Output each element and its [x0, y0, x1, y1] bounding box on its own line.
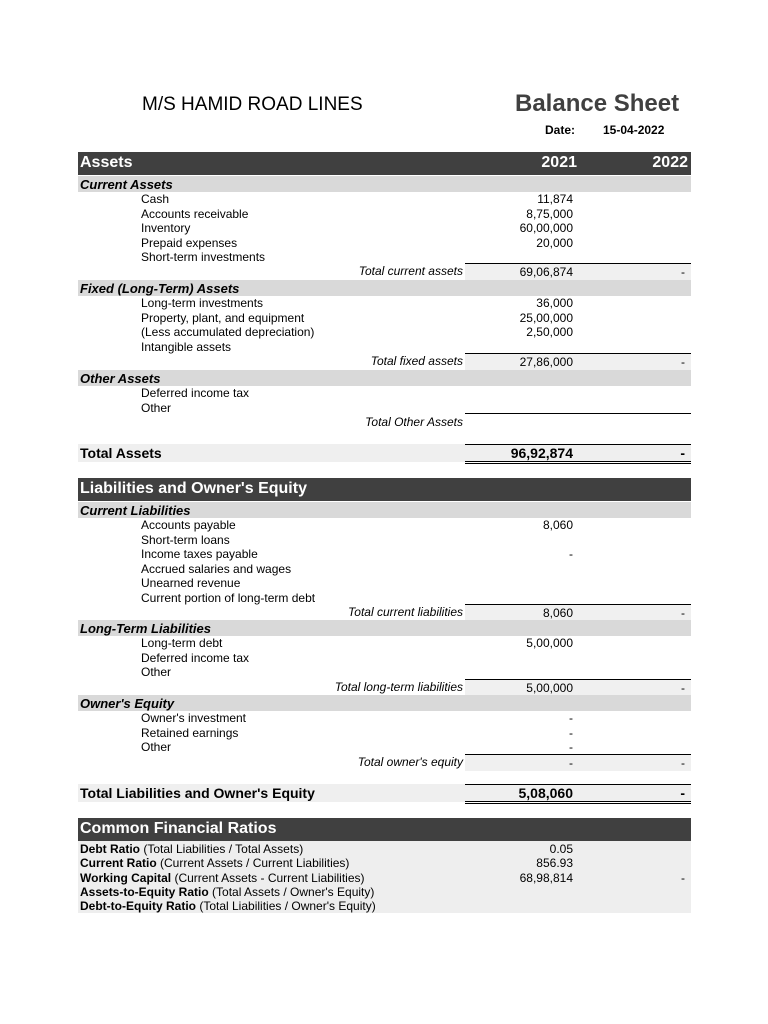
line-item: Other — [141, 740, 172, 755]
ratio-value-2022: - — [681, 871, 685, 885]
current-assets-section — [78, 176, 691, 192]
line-item: Inventory — [141, 221, 191, 236]
ratios-table — [78, 841, 691, 913]
ratio-desc: (Total Liabilities / Owner's Equity) — [196, 899, 376, 913]
total-other-assets-label: Total Other Assets — [365, 415, 463, 429]
total-owners-equity-label: Total owner's equity — [357, 755, 463, 769]
line-item: Retained earnings — [141, 725, 239, 740]
line-item: Intangible assets — [141, 339, 232, 354]
total-owners-equity-row — [465, 754, 691, 771]
total-current-assets-2022: - — [681, 265, 685, 279]
current-liabilities-values — [465, 518, 573, 562]
date-label: Date: — [545, 123, 576, 137]
value-cell: 11,874 — [537, 192, 573, 206]
total-fixed-assets-2022: - — [681, 355, 685, 369]
total-owners-equity-2021: - — [569, 756, 573, 770]
value-cell: 60,00,000 — [519, 221, 573, 236]
liabilities-heading: Liabilities and Owner's Equity — [80, 480, 307, 497]
total-current-liabilities-2021: 8,060 — [542, 606, 573, 620]
total-liabilities-equity-2021: 5,08,060 — [518, 785, 573, 801]
sheet-title: Balance Sheet — [515, 90, 680, 117]
total-assets-2022: - — [680, 445, 685, 461]
total-liabilities-equity-box — [465, 784, 691, 804]
total-current-assets-label: Total current assets — [358, 264, 463, 278]
ratio-value-2021: 856.93 — [536, 856, 573, 870]
ratio-name: Debt Ratio — [80, 842, 140, 856]
ratio-row — [80, 856, 349, 870]
ratios-heading: Common Financial Ratios — [80, 820, 277, 837]
total-fixed-assets-row — [465, 353, 691, 370]
total-other-assets-row — [465, 413, 691, 430]
ratio-name: Assets-to-Equity Ratio — [80, 885, 209, 899]
long-term-liabilities-items — [141, 636, 249, 680]
total-current-liabilities-2022: - — [681, 606, 685, 620]
ratio-desc: (Total Assets / Owner's Equity) — [208, 885, 375, 899]
value-cell: - — [569, 740, 573, 755]
section-label: Long-Term Liabilities — [80, 621, 211, 636]
value-cell: 5,00,000 — [526, 636, 573, 650]
value-cell: - — [569, 547, 573, 562]
section-label: Owner's Equity — [80, 696, 175, 711]
total-long-term-liabilities-2021: 5,00,000 — [526, 681, 573, 695]
line-item: Accounts receivable — [141, 206, 249, 221]
total-liabilities-equity-row — [78, 784, 691, 802]
other-assets-section — [78, 370, 691, 386]
section-label: Fixed (Long-Term) Assets — [80, 281, 240, 296]
line-item: Long-term investments — [141, 296, 264, 310]
value-cell: 2,50,000 — [526, 325, 573, 340]
long-term-liabilities-section — [78, 620, 691, 636]
owners-equity-values — [465, 711, 573, 755]
line-item: Cash — [141, 192, 170, 206]
ratio-row — [80, 842, 303, 856]
fixed-assets-section — [78, 280, 691, 296]
total-liabilities-equity-label: Total Liabilities and Owner's Equity — [80, 785, 315, 801]
total-assets-box — [465, 444, 691, 464]
section-label: Current Assets — [80, 177, 173, 192]
line-item: Current portion of long-term debt — [141, 590, 316, 605]
total-fixed-assets-label: Total fixed assets — [370, 354, 463, 368]
total-assets-2021: 96,92,874 — [510, 445, 573, 461]
liabilities-header — [78, 478, 691, 501]
ratio-desc: (Current Assets / Current Liabilities) — [156, 856, 350, 870]
total-assets-row — [78, 444, 691, 462]
ratio-row — [80, 871, 365, 885]
line-item: Other — [141, 400, 172, 415]
total-current-assets-2021: 69,06,874 — [519, 265, 573, 279]
value-cell: 20,000 — [536, 235, 573, 250]
total-liabilities-equity-2022: - — [680, 785, 685, 801]
fixed-assets-values — [465, 296, 573, 340]
ratio-value-2021: 0.05 — [549, 842, 573, 856]
current-assets-items — [141, 192, 265, 265]
value-cell: 8,75,000 — [526, 206, 573, 221]
other-assets-items — [141, 386, 249, 415]
total-long-term-liabilities-2022: - — [681, 681, 685, 695]
ratio-desc: (Total Liabilities / Total Assets) — [140, 842, 304, 856]
line-item: Short-term investments — [141, 250, 266, 265]
company-name: M/S HAMID ROAD LINES — [142, 94, 363, 115]
ratio-name: Working Capital — [80, 871, 172, 885]
total-current-assets-row — [465, 263, 691, 280]
long-term-liabilities-values — [465, 636, 573, 651]
ratio-desc: (Current Assets - Current Liabilities) — [171, 871, 365, 885]
value-cell: - — [569, 711, 573, 725]
line-item: Long-term debt — [141, 636, 223, 650]
total-current-liabilities-row — [465, 604, 691, 621]
ratio-row — [80, 885, 374, 899]
line-item: Unearned revenue — [141, 576, 241, 591]
section-label: Other Assets — [80, 371, 161, 386]
line-item: Accrued salaries and wages — [141, 561, 292, 576]
value-cell: 8,060 — [542, 518, 573, 532]
current-assets-values — [465, 192, 573, 250]
owners-equity-items — [141, 711, 246, 755]
line-item: Accounts payable — [141, 518, 236, 532]
ratio-name: Current Ratio — [80, 856, 157, 870]
total-owners-equity-2022: - — [681, 756, 685, 770]
date-value: 15-04-2022 — [603, 123, 665, 137]
year-2022: 2022 — [652, 154, 688, 171]
line-item: Other — [141, 665, 172, 680]
value-cell: 25,00,000 — [519, 310, 573, 325]
value-cell: 36,000 — [536, 296, 573, 310]
ratio-value-2021: 68,98,814 — [519, 871, 573, 885]
line-item: Short-term loans — [141, 532, 230, 547]
value-cell — [465, 533, 573, 548]
line-item: Deferred income tax — [141, 650, 250, 665]
value-cell: - — [569, 725, 573, 740]
total-long-term-liabilities-label: Total long-term liabilities — [334, 680, 463, 694]
line-item: Property, plant, and equipment — [141, 310, 305, 325]
ratio-name: Debt-to-Equity Ratio — [80, 899, 196, 913]
section-label: Current Liabilities — [80, 503, 191, 518]
assets-heading: Assets — [80, 154, 133, 171]
line-item: (Less accumulated depreciation) — [141, 325, 315, 340]
total-current-liabilities-label: Total current liabilities — [348, 605, 463, 619]
line-item: Income taxes payable — [141, 547, 258, 562]
owners-equity-section — [78, 695, 691, 711]
total-fixed-assets-2021: 27,86,000 — [519, 355, 573, 369]
total-long-term-liabilities-row — [465, 679, 691, 696]
total-assets-label: Total Assets — [80, 445, 162, 461]
ratios-header — [78, 818, 691, 841]
current-liabilities-section — [78, 502, 691, 518]
current-liabilities-items — [141, 518, 315, 606]
line-item: Prepaid expenses — [141, 235, 238, 250]
fixed-assets-items — [141, 296, 314, 354]
line-item: Owner's investment — [141, 711, 246, 725]
year-2021: 2021 — [541, 154, 577, 171]
assets-header — [78, 152, 691, 175]
ratio-row — [80, 899, 376, 913]
line-item: Deferred income tax — [141, 386, 250, 400]
